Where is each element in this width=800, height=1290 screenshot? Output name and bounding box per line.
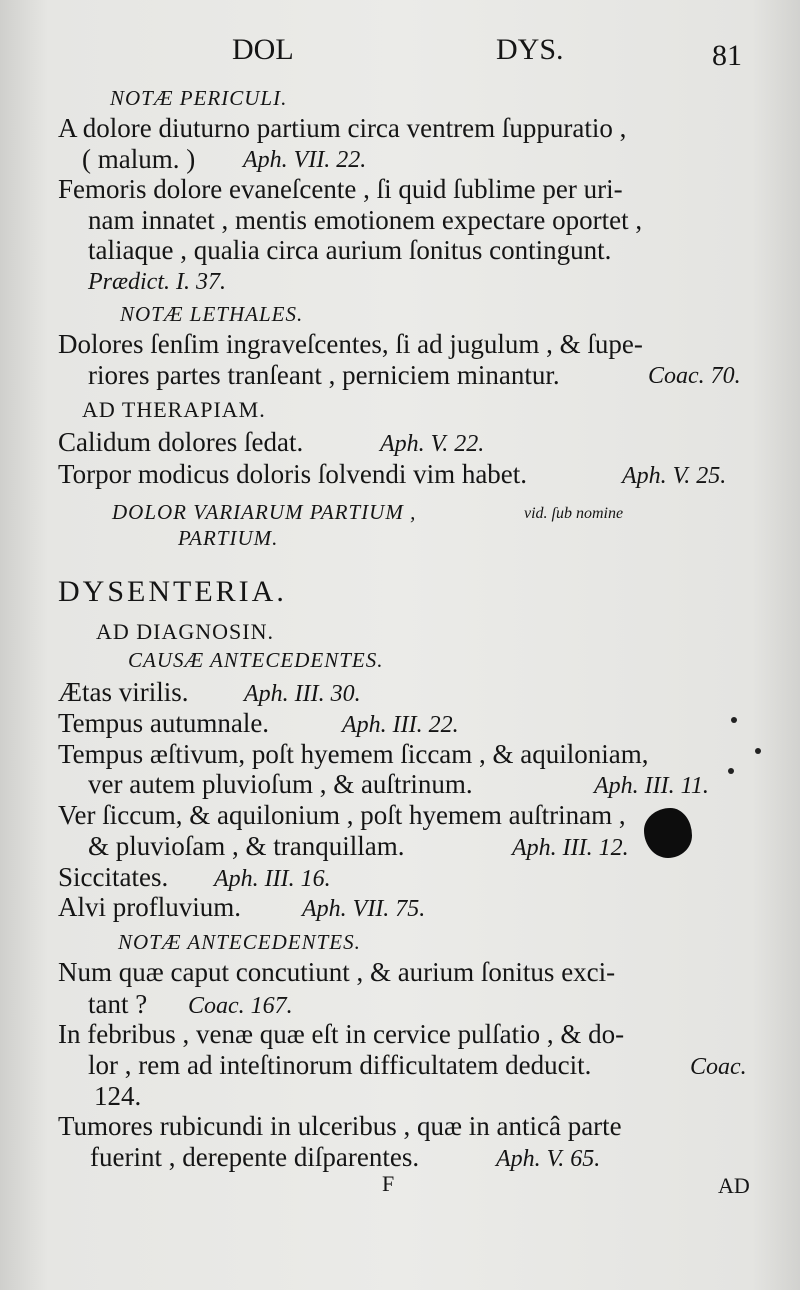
ink-speck (728, 768, 734, 774)
ink-speck (731, 717, 737, 723)
ink-speck (755, 748, 761, 754)
ink-blot (644, 808, 692, 858)
text-line: nam innatet , mentis emotionem expectare oportet , (88, 205, 643, 235)
running-head-center: DYS. (496, 33, 564, 66)
text-line: Ver ſiccum, & aquilonium , poſt hyemem auſtrinam , (58, 800, 626, 830)
page-number: 81 (712, 39, 742, 72)
reference: Aph. V. 25. (622, 463, 727, 489)
text-line: Torpor modicus doloris ſolvendi vim habet. (58, 459, 528, 489)
text-line: Calidum dolores ſedat. (58, 427, 304, 457)
text-line: taliaque , qualia circa aurium ſonitus contingunt. (88, 235, 612, 265)
subheading: AD DIAGNOSIN. (96, 619, 274, 644)
reference: Prædict. I. 37. (88, 269, 226, 295)
subheading: DOLOR VARIARUM PARTIUM , (112, 500, 417, 524)
signature-mark: F (382, 1171, 395, 1196)
text-line: A dolore diuturno partium circa ventrem ſuppuratio , (58, 113, 627, 143)
text-line: Tempus autumnale. (58, 708, 270, 738)
reference: Aph. V. 22. (380, 431, 485, 457)
text-line: Tumores rubicundi in ulceribus , quæ in anticâ parte (58, 1111, 622, 1141)
text-line: Femoris dolore evaneſcente , ſi quid ſublime per uri- (58, 174, 623, 204)
catchword: AD (718, 1173, 750, 1198)
reference: Aph. III. 16. (214, 866, 331, 892)
text-line: Siccitates. (58, 862, 169, 892)
text-line: In febribus , venæ quæ eſt in cervice pulſatio , & do- (58, 1019, 625, 1049)
section-title: DYSENTERIA. (58, 575, 287, 608)
reference: Aph. VII. 22. (243, 147, 367, 173)
text-line: ( malum. ) (82, 144, 196, 174)
subheading: AD THERAPIAM. (82, 397, 266, 422)
subheading: CAUSÆ ANTECEDENTES. (128, 648, 384, 672)
text-line: & pluvioſam , & tranquillam. (88, 831, 405, 861)
reference: Coac. (690, 1054, 747, 1080)
text-line: tant ? (88, 989, 148, 1019)
subheading: NOTÆ PERICULI. (110, 86, 288, 110)
text-line: Num quæ caput concutiunt , & aurium ſonitus exci- (58, 957, 616, 987)
reference: Coac. 167. (188, 993, 293, 1019)
text-line: Dolores ſenſim ingraveſcentes, ſi ad jugulum , & ſupe- (58, 329, 643, 359)
text-line: Tempus æſtivum, poſt hyemem ſiccam , & aquiloniam, (58, 739, 649, 769)
reference: Aph. III. 22. (342, 712, 459, 738)
text-line: 124. (94, 1081, 142, 1111)
text-line: ver autem pluvioſum , & auſtrinum. (88, 769, 473, 799)
reference: Aph. III. 12. (512, 835, 629, 861)
reference: vid. ſub nomine (524, 505, 624, 522)
reference: Aph. V. 65. (496, 1146, 601, 1172)
subheading: PARTIUM. (178, 526, 279, 550)
text-line: Ætas virilis. (58, 677, 189, 707)
text-line: riores partes tranſeant , perniciem minantur. (88, 360, 560, 390)
reference: Aph. III. 30. (244, 681, 361, 707)
reference: Aph. VII. 75. (302, 896, 426, 922)
subheading: NOTÆ LETHALES. (120, 302, 304, 326)
subheading: NOTÆ ANTECEDENTES. (118, 930, 361, 954)
text-line: lor , rem ad inteſtinorum difficultatem deducit. (88, 1050, 592, 1080)
reference: Aph. III. 11. (594, 773, 709, 799)
text-line: fuerint , derepente diſparentes. (90, 1142, 420, 1172)
text-line: Alvi profluvium. (58, 892, 241, 922)
running-head-left: DOL (232, 33, 294, 66)
reference: Coac. 70. (648, 363, 741, 389)
